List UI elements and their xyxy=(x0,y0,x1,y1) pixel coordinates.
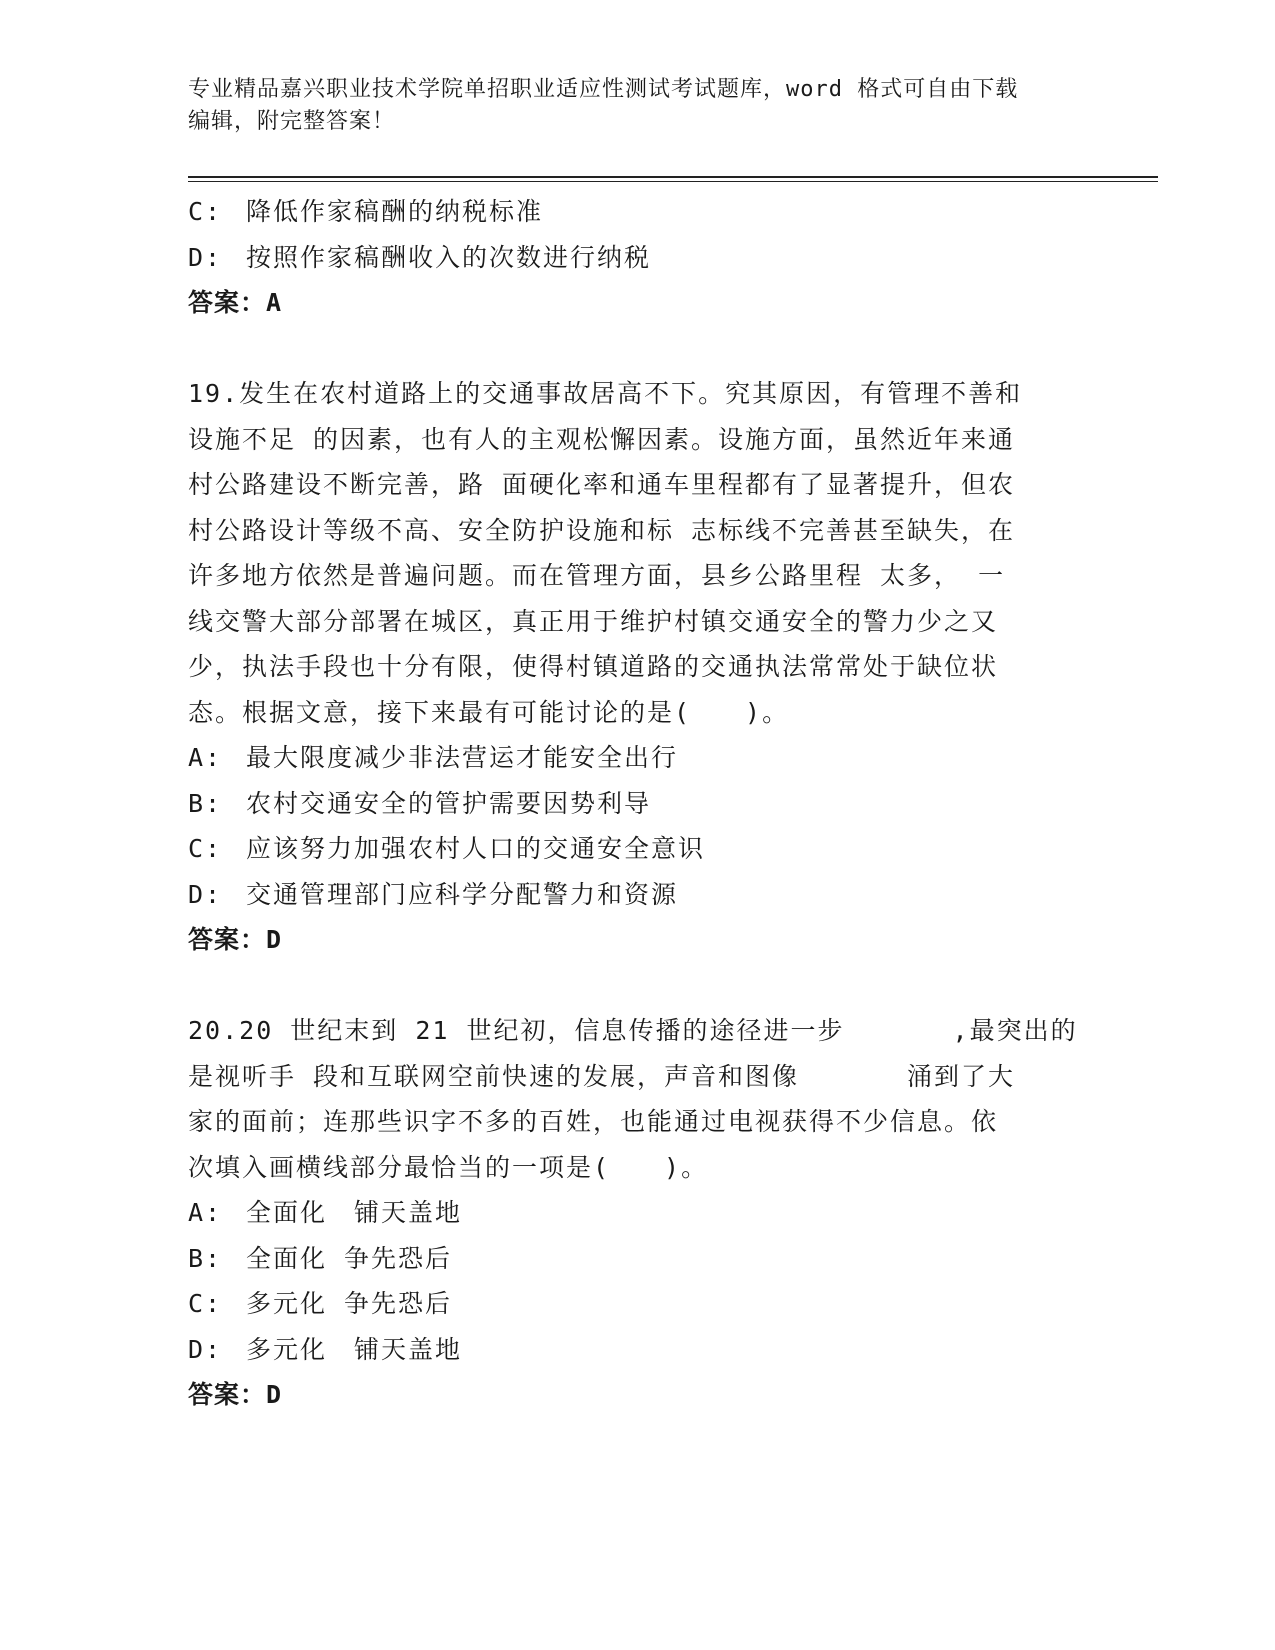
answer-line: 答案：D xyxy=(188,925,283,954)
stem-line: 次填入画横线部分最恰当的一项是( )。 xyxy=(188,1152,709,1182)
option-text: 全面化 铺天盖地 xyxy=(246,1198,463,1227)
option-b xyxy=(188,1236,1088,1282)
option-letter: A: xyxy=(188,743,223,772)
option-text: 最大限度减少非法营运才能安全出行 xyxy=(246,743,679,772)
question-20 xyxy=(188,1008,1088,1418)
stem-line: 许多地方依然是普遍问题。而在管理方面，县乡公路里程 太多， 一 xyxy=(188,561,1006,590)
option-letter: D: xyxy=(188,1334,223,1364)
answer-line: 答案：A xyxy=(188,288,283,317)
option-text: 降低作家稿酬的纳税标准 xyxy=(246,197,544,226)
option-letter: C: xyxy=(188,1289,223,1318)
option-c xyxy=(188,189,1088,235)
option-text: 应该努力加强农村人口的交通安全意识 xyxy=(246,834,706,863)
option-letter: A: xyxy=(188,1198,223,1227)
option-b xyxy=(188,781,1088,827)
option-a xyxy=(188,735,1088,781)
option-letter: C: xyxy=(188,197,223,226)
option-letter: C: xyxy=(188,834,223,863)
stem-line: 村公路设计等级不高、安全防护设施和标 志标线不完善甚至缺失，在 xyxy=(188,515,1016,545)
answer-line: 答案：D xyxy=(188,1380,283,1409)
header-divider-thick xyxy=(188,176,1158,178)
question-19 xyxy=(188,371,1088,963)
option-c xyxy=(188,1281,1088,1327)
spacer xyxy=(188,963,1088,1009)
option-letter: B: xyxy=(188,1243,223,1273)
header-line-1: 专业精品嘉兴职业技术学院单招职业适应性测试考试题库，word 格式可自由下载 xyxy=(188,77,1019,102)
stem-line: 少，执法手段也十分有限，使得村镇道路的交通执法常常处于缺位状 xyxy=(188,652,999,681)
option-letter: D: xyxy=(188,879,223,909)
header-line-2: 编辑，附完整答案！ xyxy=(188,109,396,134)
page-header xyxy=(188,74,1068,138)
option-text: 多元化 铺天盖地 xyxy=(246,1334,463,1364)
option-a xyxy=(188,1190,1088,1236)
stem-line: 是视听手 段和互联网空前快速的发展，声音和图像 涌到了大 xyxy=(188,1061,1016,1091)
option-d xyxy=(188,235,1088,281)
stem-line: 设施不足 的因素，也有人的主观松懈因素。设施方面，虽然近年来通 xyxy=(188,424,1016,454)
header-divider-thin xyxy=(188,181,1158,182)
option-text: 按照作家稿酬收入的次数进行纳税 xyxy=(246,242,652,272)
option-text: 交通管理部门应科学分配警力和资源 xyxy=(246,879,679,909)
option-c xyxy=(188,826,1088,872)
question-content xyxy=(188,189,1088,1418)
option-text: 农村交通安全的管护需要因势利导 xyxy=(246,788,652,818)
stem-line: 村公路建设不断完善，路 面硬化率和通车里程都有了显著提升，但农 xyxy=(188,470,1016,499)
question-18-tail xyxy=(188,189,1088,326)
spacer xyxy=(188,326,1088,372)
question-stem xyxy=(188,1008,1078,1190)
stem-line: 线交警大部分部署在城区，真正用于维护村镇交通安全的警力少之又 xyxy=(188,606,999,636)
option-d xyxy=(188,872,1088,918)
option-letter: B: xyxy=(188,788,223,818)
stem-line: 20.20 世纪末到 21 世纪初，信息传播的途径进一步 ,最突出的 xyxy=(188,1016,1078,1045)
option-d xyxy=(188,1327,1088,1373)
question-stem xyxy=(188,371,1068,735)
stem-line: 家的面前；连那些识字不多的百姓，也能通过电视获得不少信息。依 xyxy=(188,1107,999,1136)
option-text: 全面化 争先恐后 xyxy=(246,1243,453,1273)
stem-line: 态。根据文意，接下来最有可能讨论的是( )。 xyxy=(188,697,790,727)
stem-line: 19.发生在农村道路上的交通事故居高不下。究其原因，有管理不善和 xyxy=(188,379,1023,408)
option-letter: D: xyxy=(188,242,223,272)
option-text: 多元化 争先恐后 xyxy=(246,1289,453,1318)
